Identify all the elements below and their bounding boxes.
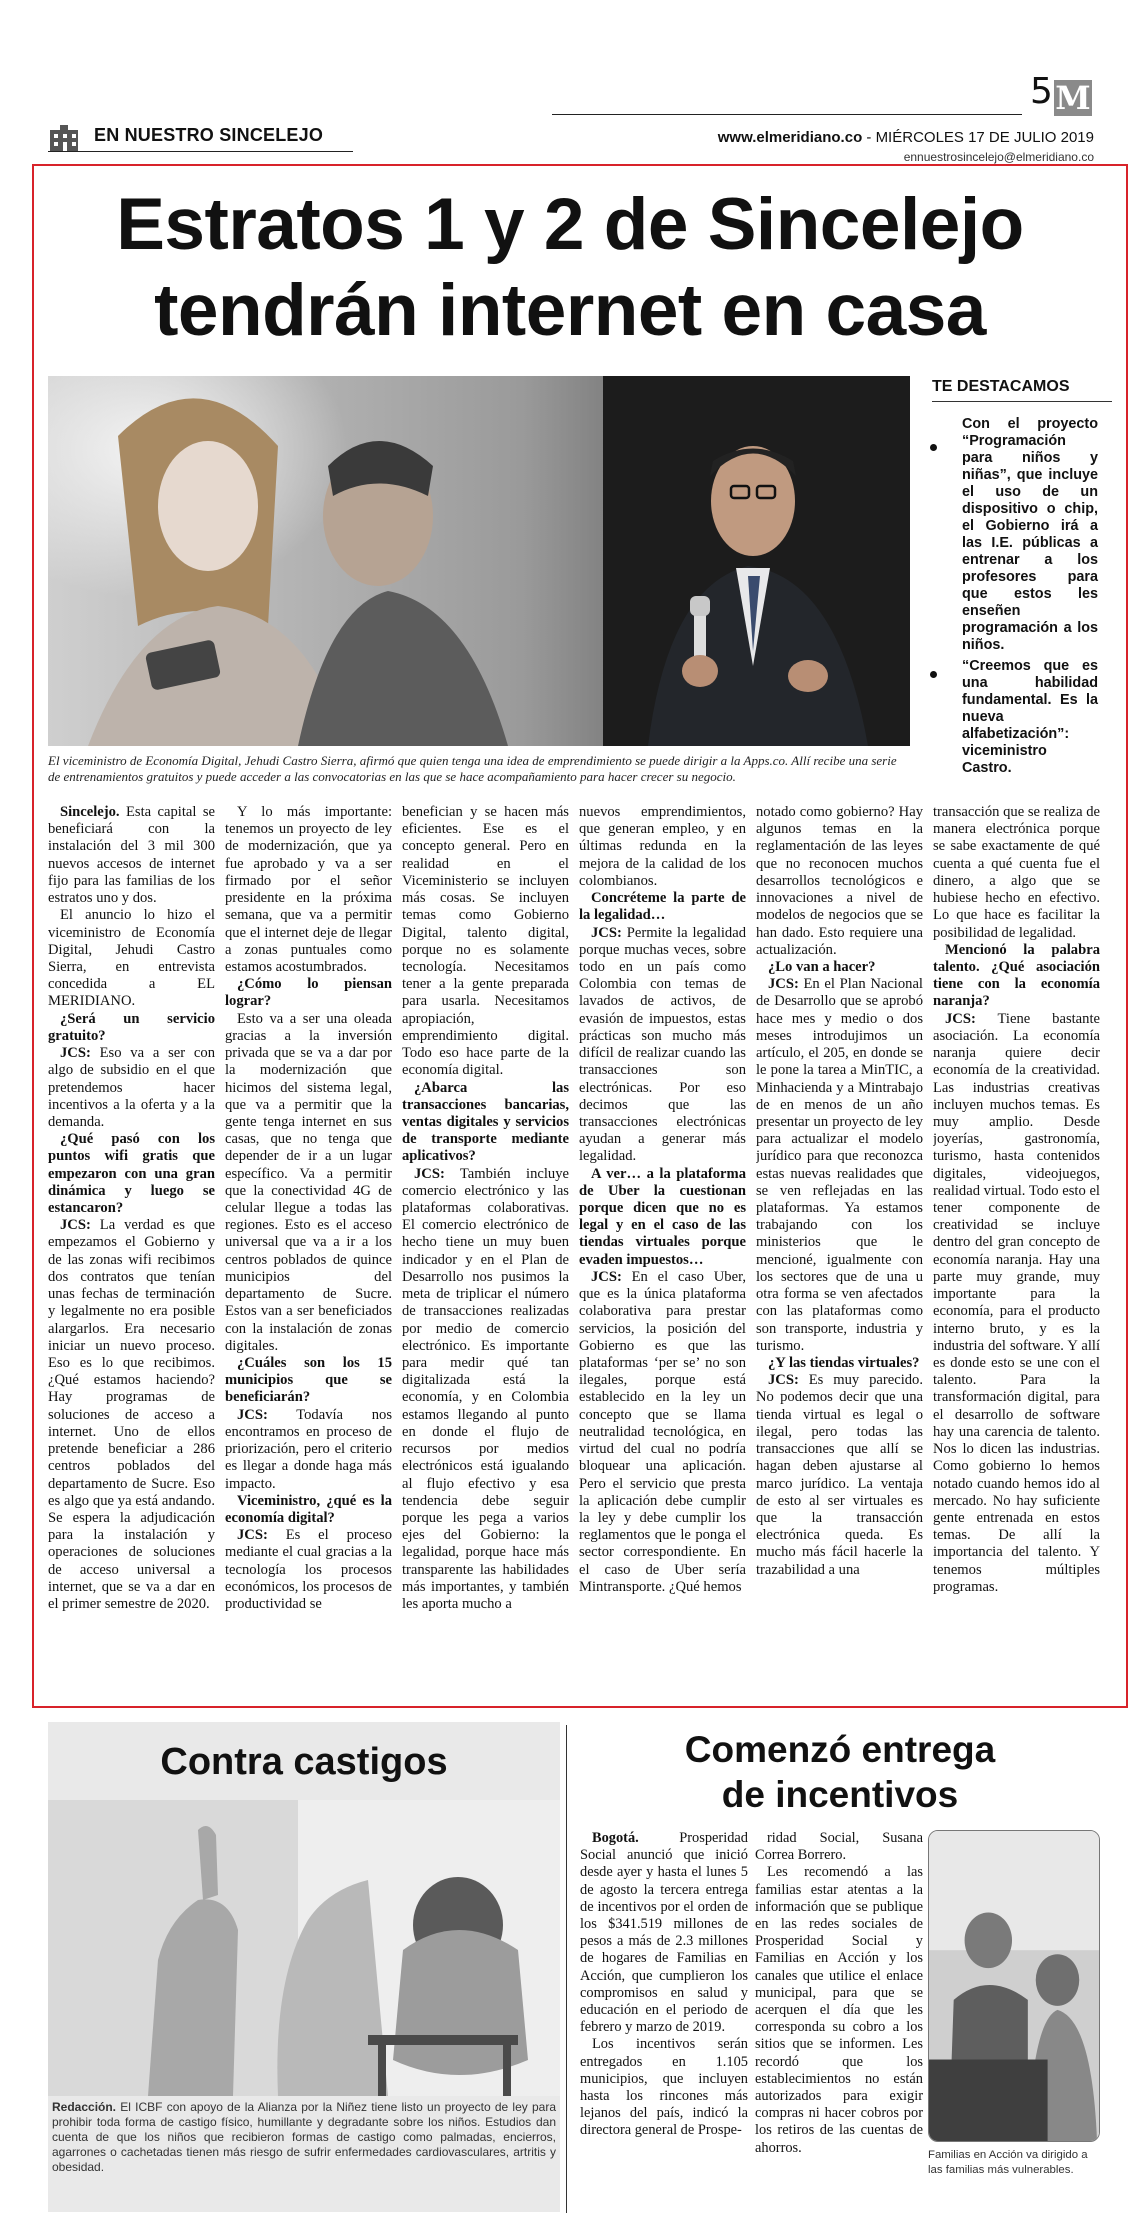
paragraph [579, 804, 746, 890]
child-shadow-photo [48, 1800, 560, 2096]
paragraph [225, 1527, 392, 1613]
question: ¿Cómo lo piensan lograr? [225, 976, 392, 1010]
paragraph [225, 804, 392, 976]
question: ¿Será un servicio gratuito? [48, 1010, 215, 1044]
paragraph-text: Es el proceso mediante el cual gracias a la tecnología los procesos económicos, los procesos de productividad se [225, 1527, 392, 1613]
highlight-item: Con el proyecto “Programación para niños y niñas”, que incluye el uso de un dispositivo o chip, el Gobierno irá a las I.E. públicas a entrenar a los profesores para que estos les enseñen programación a los niños. [962, 416, 1098, 653]
paragraph-text: nuevos emprendimientos, que generan empleo, y en últimas redunda en la mejora de la calidad de los colombianos. [579, 804, 746, 889]
paragraph-text: El anuncio lo hizo el viceministro de Economía Digital, Jehudi Castro Sierra, en entrevista concedida a EL MERIDIANO. [48, 907, 215, 1010]
paragraph-text: transacción que se realiza de manera electrónica porque se sabe exactamente de qué cuenta a qué cuenta fue el dinero, a algo que se hubiese hecho en efectivo. Lo que hace es facilitar la posibilidad de legalidad. [933, 804, 1100, 941]
site-url[interactable]: www.elmeridiano.co [717, 129, 863, 146]
paragraph [225, 1011, 392, 1355]
lead-in: Bogotá. [592, 1830, 639, 1846]
highlight-item: “Creemos que es una habilidad fundamental. Es la nueva alfabetización”: viceministro Castro. [962, 658, 1098, 776]
contra-castigos-title: Contra castigos [160, 1741, 448, 1783]
paragraph [402, 804, 569, 1080]
paragraph-text: Es muy parecido. No podemos decir que una tienda virtual es legal o ilegal, pero todas las transacciones que allí se hagan deben ajustarse al marco jurídico. La ventaja de esto al ser virtuales es que la transacción electrónica queda. Es mucho más fácil hacerle la trazabilidad a una [756, 1372, 923, 1578]
paragraph [48, 1045, 215, 1131]
building-icon [48, 124, 82, 152]
caption-text: El ICBF con apoyo de la Alianza por la Niñez tiene listo un proyecto de ley para prohibir toda forma de castigo físico, humillante y degradante sobre los niños. Estudios dan cuenta de que los niños que recibieron formas de castigo como palmadas, encierros, agarrones o cachetadas tienen más riesgo de sufrir enfermedades cardiovasculares, artritis y obesidad. [52, 2100, 556, 2174]
paragraph [48, 1217, 215, 1613]
paragraph [225, 1407, 392, 1493]
headline-line-1: Estratos 1 y 2 de Sincelejo [116, 184, 1024, 265]
el-meridiano-logo: M [1055, 79, 1091, 117]
question: A ver… a la plataforma de Uber la cuestionan porque dicen que no es legal y en el caso de las tiendas virtuales porque evaden impuestos… [579, 1165, 746, 1268]
page-number: 5 [1030, 71, 1053, 112]
question: ¿Qué pasó con los puntos wifi gratis que empezaron con una gran dinámica y luego se estancaron? [48, 1131, 215, 1217]
paragraph-text: Prosperidad Social anunció que inició desde ayer y hasta el lunes 5 de agosto la tercera entrega de incentivos por el orden de los $341.519 millones de pesos a más de 2.3 millones de hogares de Familias en Acción, que cumplieron los compromisos en salud y educación en el periodo de febrero y marzo de 2019. [580, 1830, 748, 2036]
paragraph [756, 1372, 923, 1579]
article-column-6 [933, 804, 1100, 1694]
paragraph-text: En el caso Uber, que es la única plataforma colaborativa para prestar servicios, la posición del Gobierno es que las plataformas ‘per se’ no son ilegales, porque está establecido en la ley un concepto que se llama neutralidad tecnológica, en virtud del cual no podría bloquear una aplicación. Pero el servicio que presta la aplicación debe cumplir la ley y debe cumplir los reglamentos que le ponga el sector correspondiente. En el caso de Uber sería Mintransporte. ¿Qué hemos [579, 1268, 746, 1595]
incentivos-headline [580, 1727, 1100, 1817]
question: Concréteme la parte de la legalidad… [579, 890, 746, 924]
headline [50, 182, 1090, 354]
incentivos-headline-line-1: Comenzó entrega [684, 1729, 996, 1770]
column-divider [566, 1725, 567, 2213]
paragraph-text: Esto va a ser una oleada gracias a la inversión privada que se va a dar por la modernización que hicimos del sistema legal, que va a permitir que la gente tenga internet en sus casas, que no tenga que depender de ir a un lugar específico. Va a permitir que la conectividad 4G de celular llegue a todas las regiones. Esto es el acceso universal que va a ir a los centros poblados de quince municipios del departamento de Sucre. Estos van a ser beneficiados con la instalación de zonas digitales. [225, 1010, 392, 1354]
paragraph [756, 804, 923, 959]
familias-photo [928, 1830, 1100, 2142]
paragraph-text: Tiene bastante asociación. La economía naranja quiere decir economía de la creatividad. Las industrias creativas incluyen muchos temas. Es muy amplio. Desde joyerías, gastronomía, turismo, hasta contenidos digitales, videojuegos, realidad virtual. Todo esto el tener componente de creatividad se incluye dentro del gran concepto de economía naranja. Hay una parte muy grande, muy importante para la economía, para el producto interno bruto, y es la industria del software. Y allí es donde esto se une con el talento. Para la transformación digital, para el desarrollo de software hay una carencia de talento. Nos lo dicen las industrias. Como gobierno lo hemos notado cuando hemos ido al mercado. No hay suficiente gente entrenada en estos temas. De allí la importancia del talento. Y tenemos múltiples programas. [933, 1010, 1100, 1595]
lead-in: JCS: [768, 1372, 799, 1389]
highlights-rule [932, 401, 1112, 402]
section-title: EN NUESTRO SINCELEJO [94, 125, 324, 145]
paragraph-text: También incluye comercio electrónico y las plataformas colaborativas. El comercio electrónico de hecho tiene un muy buen indicador y en el Plan de Desarrollo nos pusimos la meta de triplicar el número de transacciones realizadas por medio de comercio electrónico. Es importante para medir qué tan digitalizada está la economía, y en Colombia estamos llegando al punto en donde el flujo de recursos por medios electrónicos está igualando al flujo efectivo y esa tendencia debe seguir porque les pega a varios ejes del Gobierno: la legalidad, porque hace más transparente las habilidades más importantes, y también les aporta mucho a [402, 1165, 569, 1613]
lead-in: JCS: [591, 1268, 622, 1285]
article-column-1 [48, 804, 215, 1694]
paragraph-text: Todavía nos encontramos en proceso de priorización, pero el criterio es llegar a donde haga más impacto. [225, 1406, 392, 1492]
dateline [700, 129, 1094, 147]
section-email[interactable]: ennuestrosincelejo@elmeridiano.co [903, 150, 1094, 164]
question: ¿Abarca las transacciones bancarias, ventas digitales y servicios de transporte mediante aplicativos? [402, 1079, 569, 1165]
paragraph-text: Eso va a ser con algo de subsidio en el que pretendemos hacer incentivos a la oferta y a la demanda. [48, 1045, 215, 1130]
paragraph [579, 925, 746, 1166]
paragraph [48, 804, 215, 907]
headline-line-2: tendrán internet en casa [154, 270, 986, 351]
paragraph [755, 1830, 923, 1864]
viceminister-photo [48, 376, 910, 746]
paragraph-text: notado como gobierno? Hay algunos temas en la reglamentación de las leyes que no reconocen muchos desarrollos tecnológicos e innovaciones a nivel de modelos de negocios que se han dado. Esto requiere una actualización. [756, 804, 923, 958]
article-column-2 [225, 804, 392, 1694]
question: ¿Cuáles son los 15 municipios que se beneficiarán? [225, 1355, 392, 1406]
photo-caption: El viceministro de Economía Digital, Jehudi Castro Sierra, afirmó que quien tenga una idea de emprendimiento se puede dirigir a la Apps.co. Allí recibe una serie de entrenamientos gratuitos y puede acceder a las convocatorias en las que se hace acompañamiento para hacer crecer su negocio. [48, 753, 897, 784]
paragraph-text: Los incentivos serán entregados en 1.105 municipios, que incluyen hasta los rincones más lejanos del país, indicó la directora general de Prospe- [580, 2036, 748, 2139]
lead-in: Sincelejo. [60, 804, 120, 820]
lead-in: JCS: [945, 1010, 976, 1027]
paragraph [48, 907, 215, 1010]
paragraph-text: En el Plan Nacional de Desarrollo que se aprobó hace mes y medio o dos meses introdujimos un artículo, el 205, en donde se le pone la tarea a MinTIC, a Minhacienda y a Mintrabajo de en menos de un año presentar un proyecto de ley para actualizar el modelo jurídico para que reconozca estas nuevas realidades que se ven reflejadas en las plataformas. Ya estamos trabajando con los ministerios que le mencioné, igualmente con los sectores que de una u otra forma se ven afectados con las plataformas como son transporte, industria y turismo. [756, 976, 923, 1354]
lead-in: JCS: [60, 1217, 91, 1234]
issue-date: - MIÉRCOLES 17 DE JULIO 2019 [862, 129, 1094, 146]
paragraph-text: Les recomendó a las familias estar atentas a la información que se publique en las redes sociales de Prosperidad Social y Familias en Acción y los canales que utilice el enlace municipal, para que se acerquen el día que les corresponda su cobro a los sitios que se informen. Les recordó que los establecimientos no están autorizados para exigir compras ni hacer cobros por los retiros de las cuentas de ahorros. [755, 1864, 923, 2156]
question: ¿Lo van a hacer? [768, 958, 876, 975]
paragraph [756, 976, 923, 1355]
bullet-icon [930, 671, 937, 678]
lead-in: JCS: [237, 1527, 268, 1544]
article-column-5 [756, 804, 923, 1694]
paragraph-text: Permite la legalidad porque muchas veces, sobre todo en un país como Colombia con temas de lavados de activos, de evasión de impuestos, estas prácticas son mucho más difícil de realizar cuando las transacciones son electrónicas. Por eso decimos que las transacciones electrónicas ayudan a generar más legalidad. [579, 924, 746, 1165]
paragraph-text: Esta capital se beneficiará con la instalación del 3 mil 300 nuevos accesos de internet fijo para las familias de los estratos uno y dos. [48, 804, 215, 907]
header-rule [552, 114, 1022, 115]
paragraph [933, 1011, 1100, 1596]
article-column-3 [402, 804, 569, 1694]
question: ¿Y las tiendas virtuales? [768, 1355, 920, 1371]
section-rule [48, 151, 353, 152]
incentivos-column-2 [755, 1830, 923, 2220]
paragraph [580, 1830, 748, 2036]
paragraph [579, 1269, 746, 1596]
highlights-title: TE DESTACAMOS [932, 378, 1070, 395]
paragraph [755, 1864, 923, 2156]
lead-in: JCS: [768, 976, 799, 993]
question: Viceministro, ¿qué es la economía digital? [225, 1492, 392, 1526]
familias-photo-caption: Familias en Acción va dirigido a las familias más vulnerables. [928, 2149, 1088, 2176]
bullet-icon [930, 444, 937, 451]
paragraph-text: benefician y se hacen más eficientes. Ese es el concepto general. Pero en realidad en el Viceministerio se incluyen más cosas. Se incluyen temas como Gobierno Digital, talento digital, porque no es solamente tecnología. Necesitamos tener a la gente preparada para usarla. Necesitamos apropiación, emprendimiento digital. Todo eso hace parte de la economía digital. [402, 804, 569, 1079]
paragraph-text: La verdad es que empezamos el Gobierno y de las zonas wifi recibimos dos contratos que tenían unas fechas de terminación y legalmente no era posible alargarlos. Era necesario iniciar un nuevo proceso. Eso es lo que recibimos. ¿Qué estamos haciendo? Hay programas de soluciones de acceso a internet. Uno de ellos pretende beneficiar a 286 centros poblados del departamento de Sucre. Eso es algo que ya está andando. Se espera la adjudicación para la instalación y operaciones de soluciones de acceso universal a internet, que se va a dar en el primer semestre de 2020. [48, 1217, 215, 1613]
paragraph [580, 2036, 748, 2139]
article-column-4 [579, 804, 746, 1694]
lead-in: JCS: [414, 1165, 445, 1182]
caption-lead: Redacción. [52, 2100, 117, 2114]
incentivos-headline-line-2: de incentivos [721, 1774, 959, 1815]
paragraph-text: ridad Social, Susana Correa Borrero. [755, 1830, 923, 1864]
question: Mencionó la palabra talento. ¿Qué asociación tiene con la economía naranja? [933, 941, 1100, 1010]
lead-in: JCS: [60, 1045, 91, 1062]
incentivos-column-1 [580, 1830, 748, 2220]
contra-castigos-caption [52, 2100, 556, 2175]
paragraph [402, 1166, 569, 1614]
paragraph-text: Y lo más importante: tenemos un proyecto de ley de modernización, que ya fue aprobado y va a ser firmado por el señor presidente en la próxima semana, que va a permitir que el internet deje de llegar a zonas puntuales como estamos acostumbrados. [225, 804, 392, 975]
lead-in: JCS: [237, 1406, 268, 1423]
lead-in: JCS: [591, 924, 622, 941]
paragraph [933, 804, 1100, 942]
